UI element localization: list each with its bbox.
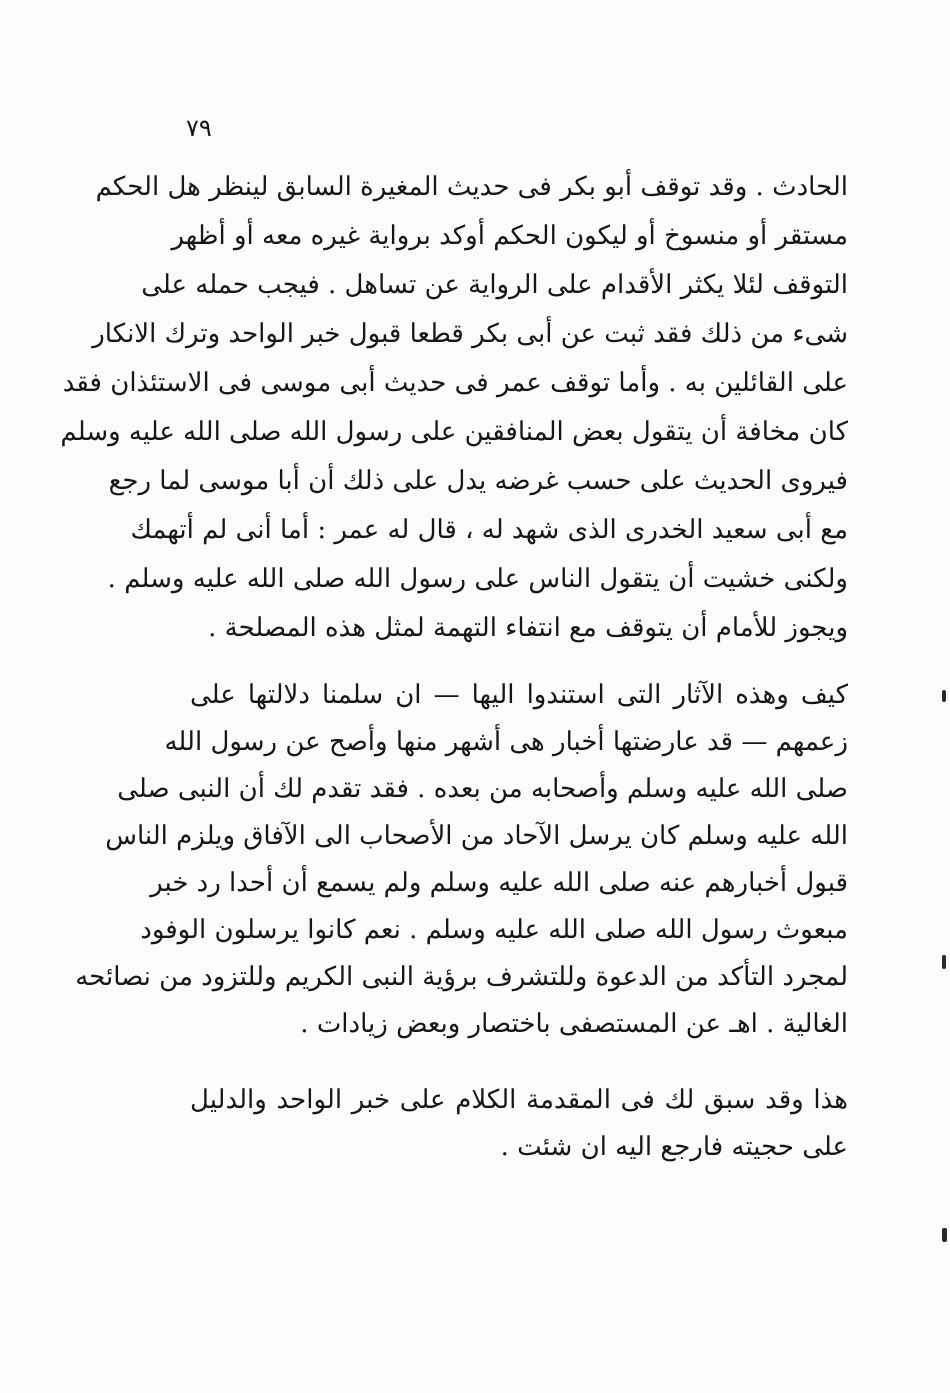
text-line: مبعوث رسول الله صلى الله عليه وسلم . نعم كانوا يرسلون الوفود: [140, 915, 848, 945]
text-line: شىء من ذلك فقد ثبت عن أبى بكر قطعا قبول خبر الواحد وترك الانكار: [92, 319, 848, 349]
paragraph-1: [60, 163, 848, 653]
text-line: الحادث . وقد توقف أبو بكر فى حديث المغيرة السابق لينظر هل الحكم: [95, 172, 848, 202]
text-line: قبول أخبارهم عنه صلى الله عليه وسلم ولم يسمع أن أحدا رد خبر: [150, 868, 848, 898]
text-line: ولكنى خشيت أن يتقول الناس على رسول الله صلى الله عليه وسلم .: [107, 564, 848, 594]
text-line: الغالية . اهـ عن المستصفى باختصار وبعض زيادات .: [300, 1009, 848, 1039]
text-line: زعمهم — قد عارضتها أخبار هى أشهر منها وأصح عن رسول الله: [164, 727, 848, 757]
scan-speck: [942, 690, 946, 702]
text-line: ويجوز للأمام أن يتوقف مع انتفاء التهمة لمثل هذه المصلحة .: [208, 613, 848, 643]
text-line: مع أبى سعيد الخدرى الذى شهد له ، قال له عمر : أما أنى لم أتهمك: [130, 515, 848, 545]
text-line: لمجرد التأكد من الدعوة وللتشرف برؤية النبى الكريم وللتزود من نصائحه: [75, 962, 848, 992]
text-line: التوقف لئلا يكثر الأقدام على الرواية عن تساهل . فيجب حمله على: [141, 270, 848, 300]
text-line: فيروى الحديث على حسب غرضه يدل على ذلك أن أبا موسى لما رجع: [108, 466, 848, 496]
text-line: كيف وهذه الآثار التى استندوا اليها — ان سلمنا دلالتها على: [190, 680, 848, 710]
text-line: كان مخافة أن يتقول بعض المنافقين على رسول الله صلى الله عليه وسلم: [60, 417, 848, 447]
text-line: الله عليه وسلم كان يرسل الآحاد من الأصحاب الى الآفاق ويلزم الناس: [105, 821, 848, 851]
paragraph-3: [190, 1077, 848, 1171]
text-line: على القائلين به . وأما توقف عمر فى حديث أبى موسى فى الاستئذان فقد: [62, 368, 848, 398]
text-line: مستقر أو منسوخ أو ليكون الحكم أوكد برواية غيره معه أو أظهر: [171, 221, 848, 251]
page-number: ٧٩: [186, 114, 212, 142]
scan-speck: [942, 955, 946, 969]
text-line: على حجيته فارجع اليه ان شئت .: [500, 1132, 848, 1162]
text-line: صلى الله عليه وسلم وأصحابه من بعده . فقد تقدم لك أن النبى صلى: [117, 774, 848, 804]
text-line: هذا وقد سبق لك فى المقدمة الكلام على خبر الواحد والدليل: [190, 1085, 848, 1115]
scan-speck: [942, 1228, 947, 1242]
paragraph-2: [75, 672, 848, 1048]
